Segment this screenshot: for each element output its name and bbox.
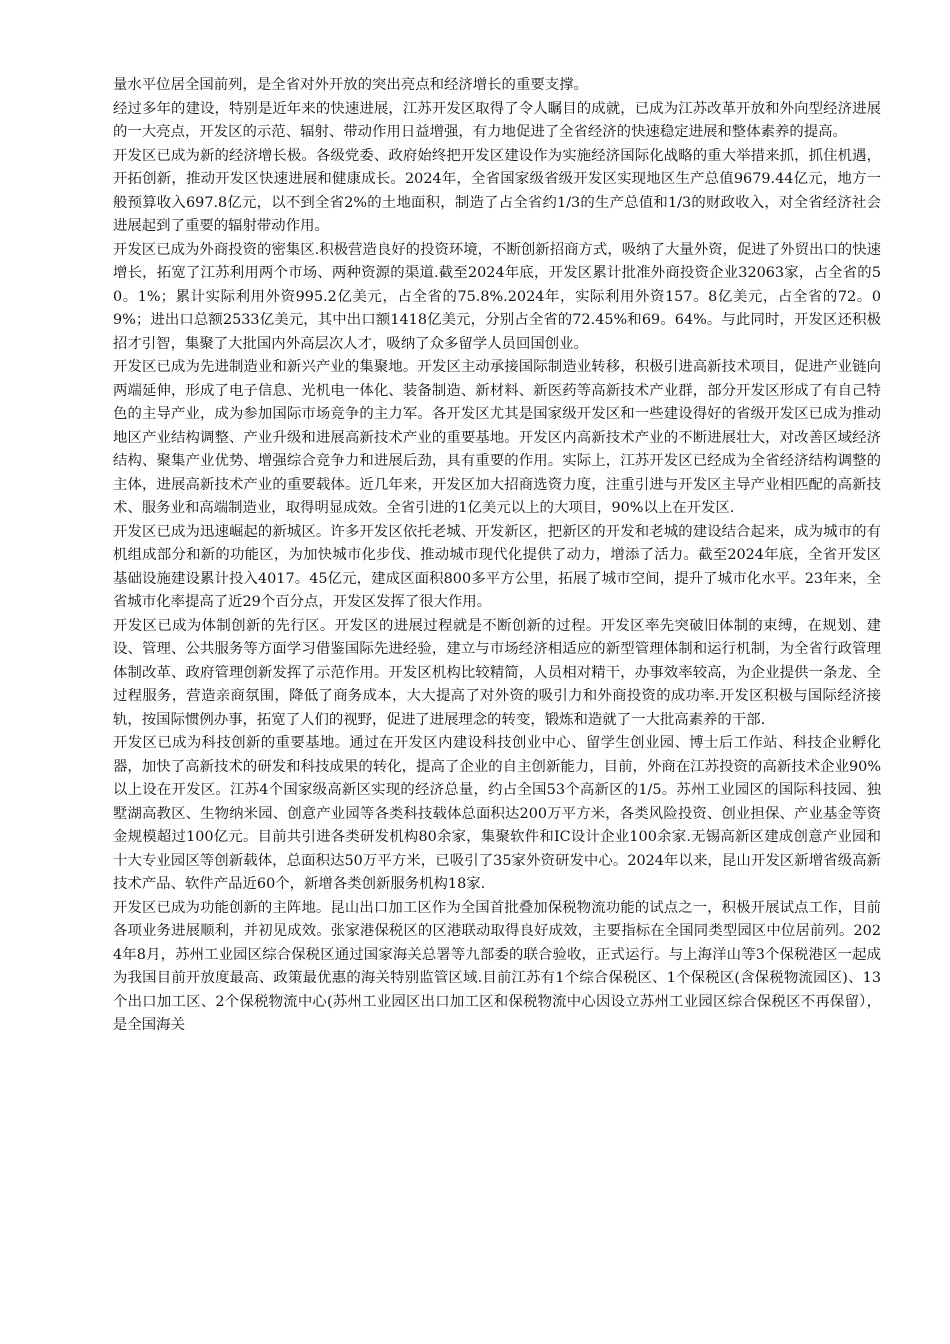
- paragraph: 开发区已成为新的经济增长极。各级党委、政府始终把开发区建设作为实施经济国际化战略的重大举措来抓，抓住机遇，开拓创新，推动开发区快速进展和健康成长。2024年，全省国家级省级开发区实现地区生产总值9679.44亿元，地方一般预算收入697.8亿元，以不到全省2%的土地面积，制造了占全省约1/3的生产总值和1/3的财政收入，对全省经济社会进展起到了重要的辐射带动作用。: [113, 147, 881, 234]
- paragraph: 开发区已成为功能创新的主阵地。昆山出口加工区作为全国首批叠加保税物流功能的试点之一，积极开展试点工作，目前各项业务进展顺利，并初见成效。张家港保税区的区港联动取得良好成效，主要指标在全国同类型园区中位居前列。2024年8月，苏州工业园区综合保税区通过国家海关总署等九部委的联合验收，正式运行。与上海洋山等3个保税港区一起成为我国目前开放度最高、政策最优惠的海关特别监管区域.目前江苏有1个综合保税区、1个保税区(含保税物流园区)、13个出口加工区、2个保税物流中心(苏州工业园区出口加工区和保税物流中心因设立苏州工业园区综合保税区不再保留），是全国海关: [113, 899, 881, 1033]
- paragraph: 开发区已成为迅速崛起的新城区。许多开发区依托老城、开发新区，把新区的开发和老城的建设结合起来，成为城市的有机组成部分和新的功能区，为加快城市化步伐、推动城市现代化提供了动力，增添了活力。截至2024年底，全省开发区基础设施建设累计投入4017。45亿元，建成区面积800多平方公里，拓展了城市空间，提升了城市化水平。23年来，全省城市化率提高了近29个百分点，开发区发挥了很大作用。: [113, 523, 881, 610]
- paragraph: 开发区已成为先进制造业和新兴产业的集聚地。开发区主动承接国际制造业转移，积极引进高新技术项目，促进产业链向两端延伸，形成了电子信息、光机电一体化、装备制造、新材料、新医药等高新技术产业群，部分开发区形成了有自己特色的主导产业，成为参加国际市场竞争的主力军。各开发区尤其是国家级开发区和一些建设得好的省级开发区已成为推动地区产业结构调整、产业升级和进展高新技术产业的重要基地。开发区内高新技术产业的不断进展壮大，对改善区域经济结构、聚集产业优势、增强综合竞争力和进展后劲，具有重要的作用。实际上，江苏开发区已经成为全省经济结构调整的主体，进展高新技术产业的重要载体。近几年来，开发区加大招商选资力度，注重引进与开发区主导产业相匹配的高新技术、服务业和高端制造业，取得明显成效。全省引进的1亿美元以上的大项目，90%以上在开发区.: [113, 359, 881, 516]
- paragraph: 量水平位居全国前列，是全省对外开放的突出亮点和经济增长的重要支撑。: [113, 77, 588, 93]
- document-body: [113, 74, 881, 1038]
- paragraph: 开发区已成为科技创新的重要基地。通过在开发区内建设科技创业中心、留学生创业园、博士后工作站、科技企业孵化器，加快了高新技术的研发和科技成果的转化，提高了企业的自主创新能力，目前，外商在江苏投资的高新技术企业90%以上设在开发区。江苏4个国家级高新区实现的经济总量，约占全国53个高新区的1/5。苏州工业园区的国际科技园、独墅湖高教区、生物纳米园、创意产业园等各类科技载体总面积达200万平方米，各类风险投资、创业担保、产业基金等资金规模超过100亿元。目前共引进各类研发机构80余家，集聚软件和IC设计企业100余家.无锡高新区建成创意产业园和十大专业园区等创新载体，总面积达50万平方米，已吸引了35家外资研发中心。2024年以来，昆山开发区新增省级高新技术产品、软件产品近60个，新增各类创新服务机构18家.: [113, 735, 881, 892]
- paragraph: 经过多年的建设，特别是近年来的快速进展，江苏开发区取得了令人瞩目的成就，已成为江苏改革开放和外向型经济进展的一大亮点，开发区的示范、辐射、带动作用日益增强，有力地促进了全省经济的快速稳定进展和整体素养的提高。: [113, 100, 881, 140]
- paragraph: 开发区已成为体制创新的先行区。开发区的进展过程就是不断创新的过程。开发区率先突破旧体制的束缚，在规划、建设、管理、公共服务等方面学习借鉴国际先进经验，建立与市场经济相适应的新型管理体制和运行机制，为全省行政管理体制改革、政府管理创新发挥了示范作用。开发区机构比较精简，人员相对精干，办事效率较高，为企业提供一条龙、全过程服务，营造亲商氛围，降低了商务成本，大大提高了对外资的吸引力和外商投资的成功率.开发区积极与国际经济接轨，按国际惯例办事，拓宽了人们的视野，促进了进展理念的转变，锻炼和造就了一大批高素养的干部.: [113, 617, 881, 728]
- paragraph: 开发区已成为外商投资的密集区.积极营造良好的投资环境，不断创新招商方式，吸纳了大量外资，促进了外贸出口的快速增长，拓宽了江苏利用两个市场、两种资源的渠道.截至2024年底，开发区累计批准外商投资企业32063家，占全省的50。1%；累计实际利用外资995.2亿美元，占全省的75.8%.2024年，实际利用外资157。8亿美元，占全省的72。09%；进出口总额2533亿美元，其中出口额1418亿美元，分别占全省的72.45%和69。64%。与此同时，开发区还积极招才引智，集聚了大批国内外高层次人才，吸纳了众多留学人员回国创业。: [113, 241, 881, 352]
